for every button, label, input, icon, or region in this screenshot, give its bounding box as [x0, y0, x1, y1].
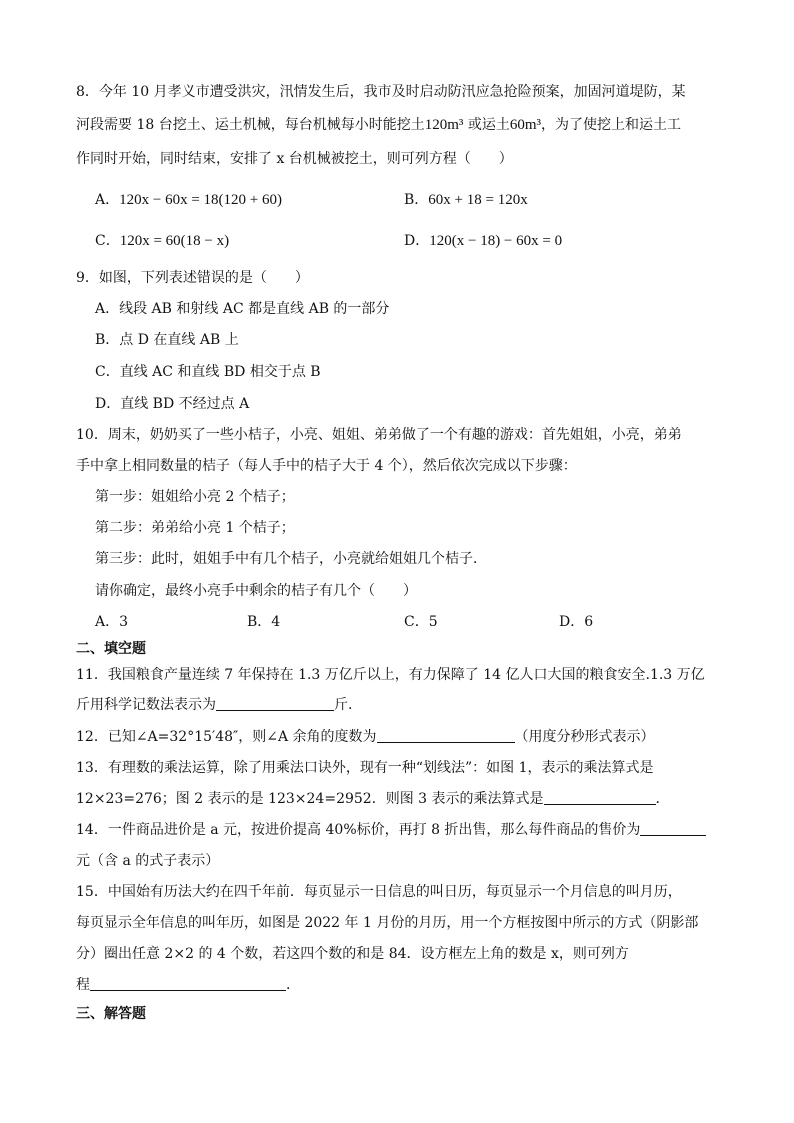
q8-line2-text2: 或运土	[463, 117, 510, 133]
q10-step3: 第三步：此时，姐姐手中有几个桔子，小亮就给姐姐几个桔子．	[95, 551, 487, 567]
q10-line2: 手中拿上相同数量的桔子（每人手中的桔子大于 4 个），然后依次完成以下步骤：	[76, 458, 577, 474]
q15-line4-text: 程	[76, 977, 90, 993]
q8-line2	[76, 115, 720, 135]
section-answer-heading: 三、解答题	[76, 1006, 146, 1022]
q10-step1: 第一步：姐姐给小亮 2 个桔子；	[95, 489, 295, 505]
q8-option-d[interactable]	[404, 231, 562, 251]
q8-line1: 8．今年 10 月孝义市遭受洪灾，汛情发生后，我市及时启动防汛应急抢险预案，加固河道堤防，某	[76, 84, 686, 100]
q8-option-b-label: B．	[404, 192, 429, 208]
q11-line1: 11．我国粮食产量连续 7 年保持在 1.3 万亿斤以上，有力保障了 14 亿人口大国的粮食安全.1.3 万亿	[76, 667, 705, 683]
q13-answer-blank[interactable]	[544, 789, 656, 805]
q8-line2-text3: ，为了使挖上和运土工	[541, 117, 682, 133]
q9-option-c[interactable]: C．直线 AC 和直线 BD 相交于点 B	[95, 364, 321, 380]
q9-option-a[interactable]: A．线段 AB 和射线 AC 都是直线 AB 的一部分	[95, 301, 390, 317]
q12-answer-blank[interactable]	[377, 727, 515, 743]
q8-option-b-equation: 60x + 18 = 120x	[428, 192, 528, 208]
q9-option-d[interactable]: D．直线 BD 不经过点 A	[95, 396, 250, 412]
q8-line2-text: 河段需要 18 台挖土、运土机械，每台机械每小时能挖土	[76, 117, 425, 133]
q13-line2-text: 12×23=276；图 2 表示的是 123×24=2952．则图 3 表示的乘法算式是	[76, 791, 544, 807]
q8-option-d-label: D．	[404, 233, 430, 249]
q15-line4	[76, 975, 720, 995]
q15-line2: 每页显示全年信息的叫年历，如图是 2022 年 1 月份的月历，用一个方框按图中所示的方式（阴影部	[76, 915, 699, 931]
q8-option-b[interactable]	[404, 190, 528, 210]
q14-line2: 元（含 a 的式子表示）	[76, 853, 220, 869]
q15-line1: 15．中国始有历法大约在四千年前．每页显示一日信息的叫日历，每页显示一个月信息的叫月历，	[76, 884, 682, 900]
q8-dig-volume: 120m³	[424, 117, 464, 133]
q10-ask: 请你确定，最终小亮手中剩余的桔子有几个（ ）	[95, 583, 417, 599]
q13-line2	[76, 789, 720, 809]
section-fill-in-heading: 二、填空题	[76, 641, 146, 657]
q13-line1: 13．有理数的乘法运算，除了用乘法口诀外，现有一种“划线法”：如图 1，表示的乘法算式是	[76, 760, 654, 776]
q12-text: 12．已知∠A=32°15′48″，则∠A 余角的度数为	[76, 729, 377, 745]
q14-line1-text: 14．一件商品进价是 a 元，按进价提高 40%标价，再打 8 折出售，那么每件商品的售价为	[76, 822, 641, 838]
q11-line2-end: 斤.	[334, 697, 353, 713]
q14-answer-blank[interactable]	[640, 820, 706, 836]
q9-stem: 9．如图，下列表述错误的是（ ）	[76, 270, 309, 286]
q8-option-a[interactable]	[95, 190, 282, 210]
q12-line	[76, 727, 720, 747]
q10-option-d[interactable]: D．6	[559, 614, 594, 630]
q15-line3: 分）圈出任意 2×2 的 4 个数，若这四个数的和是 84．设方框左上角的数是 x，则可列方	[76, 946, 629, 962]
q8-option-c-label: C．	[95, 233, 120, 249]
q14-line1	[76, 820, 720, 840]
q11-line2	[76, 695, 720, 715]
q12-hint: （用度分秒形式表示）	[514, 729, 655, 745]
q8-option-a-equation: 120x − 60x = 18(120 + 60)	[119, 192, 282, 208]
q15-answer-blank[interactable]	[90, 975, 286, 991]
q10-line1: 10．周末，奶奶买了一些小桔子，小亮、姐姐、弟弟做了一个有趣的游戏：首先姐姐，小亮，弟弟	[76, 427, 682, 443]
q10-option-b[interactable]: B．4	[247, 614, 281, 630]
q10-option-a[interactable]: A．3	[95, 614, 129, 630]
q10-step2: 第二步：弟弟给小亮 1 个桔子；	[95, 520, 295, 536]
q8-option-c-equation: 120x = 60(18 − x)	[119, 233, 230, 249]
q8-option-a-label: A．	[95, 192, 120, 208]
q15-line4-end: .	[286, 977, 291, 993]
q8-option-c[interactable]	[95, 231, 229, 251]
q8-transport-volume: 60m³	[509, 117, 542, 133]
q11-answer-blank[interactable]	[216, 695, 334, 711]
q10-option-c[interactable]: C．5	[404, 614, 438, 630]
q9-option-b[interactable]: B．点 D 在直线 AB 上	[95, 332, 239, 348]
q11-line2-text: 斤用科学记数法表示为	[76, 697, 216, 713]
q8-option-d-equation: 120(x − 18) − 60x = 0	[429, 233, 563, 249]
q13-line2-end: ．	[655, 791, 670, 807]
q8-line3: 作同时开始，同时结束，安排了 x 台机械被挖土，则可列方程（ ）	[76, 151, 513, 167]
